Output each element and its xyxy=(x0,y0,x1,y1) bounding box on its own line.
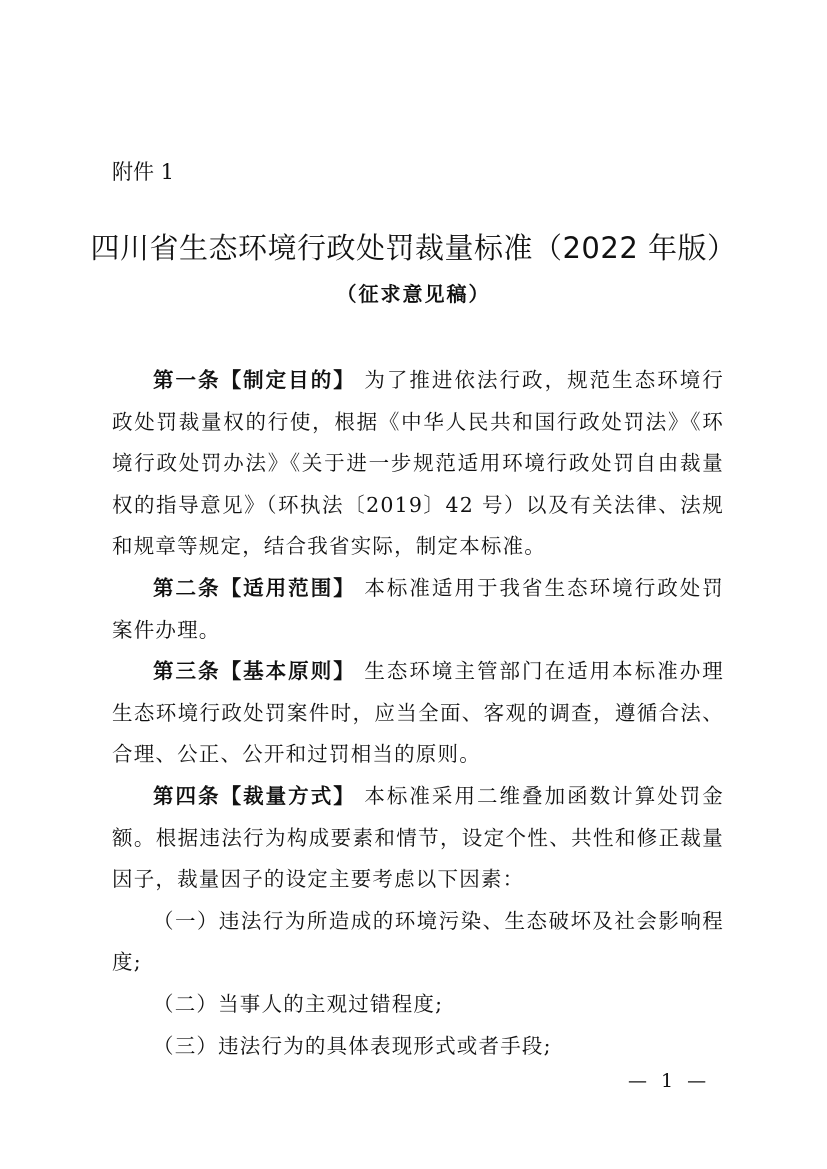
document-body xyxy=(112,360,724,1067)
article-1-heading: 第一条【制定目的】 xyxy=(153,368,356,392)
document-subtitle: （征求意见稿） xyxy=(336,282,491,306)
article-2 xyxy=(112,568,724,651)
article-4 xyxy=(112,776,724,901)
factor-item: （三）违法行为的具体表现形式或者手段; xyxy=(153,1033,552,1058)
article-2-text: 本标准适用于我省生态环境行政处罚案件办理。 xyxy=(112,575,724,642)
factor-item: （一）违法行为所造成的环境污染、生态破坏及社会影响程度; xyxy=(112,908,724,975)
article-3 xyxy=(112,651,724,776)
factor-item: （二）当事人的主观过错程度; xyxy=(153,991,444,1016)
article-1 xyxy=(112,360,724,568)
article-4-text: 本标准采用二维叠加函数计算处罚金额。根据违法行为构成要素和情节，设定个性、共性和修正裁量因子，裁量因子的设定主要考虑以下因素： xyxy=(112,783,724,892)
attachment-label: 附件 1 xyxy=(112,160,175,184)
page-number: — 1 — xyxy=(628,1070,711,1092)
article-3-heading: 第三条【基本原则】 xyxy=(153,659,356,684)
article-1-text: 为了推进依法行政，规范生态环境行政处罚裁量权的行使，根据《中华人民共和国行政处罚法》《环境行政处罚办法》《关于进一步规范适用环境行政处罚自由裁量权的指导意见》（环执法〔2019〕42 号）以及有关法律、法规和规章等规定，结合我省实际，制定本标准。 xyxy=(112,368,724,559)
article-3-text: 生态环境主管部门在适用本标准办理生态环境行政处罚案件时，应当全面、客观的调查，遵循合法、合理、公正、公开和过罚相当的原则。 xyxy=(112,659,724,767)
document-title: 四川省生态环境行政处罚裁量标准（2022 年版） xyxy=(90,231,737,265)
article-2-heading: 第二条【适用范围】 xyxy=(153,575,356,600)
article-4-heading: 第四条【裁量方式】 xyxy=(153,783,356,808)
